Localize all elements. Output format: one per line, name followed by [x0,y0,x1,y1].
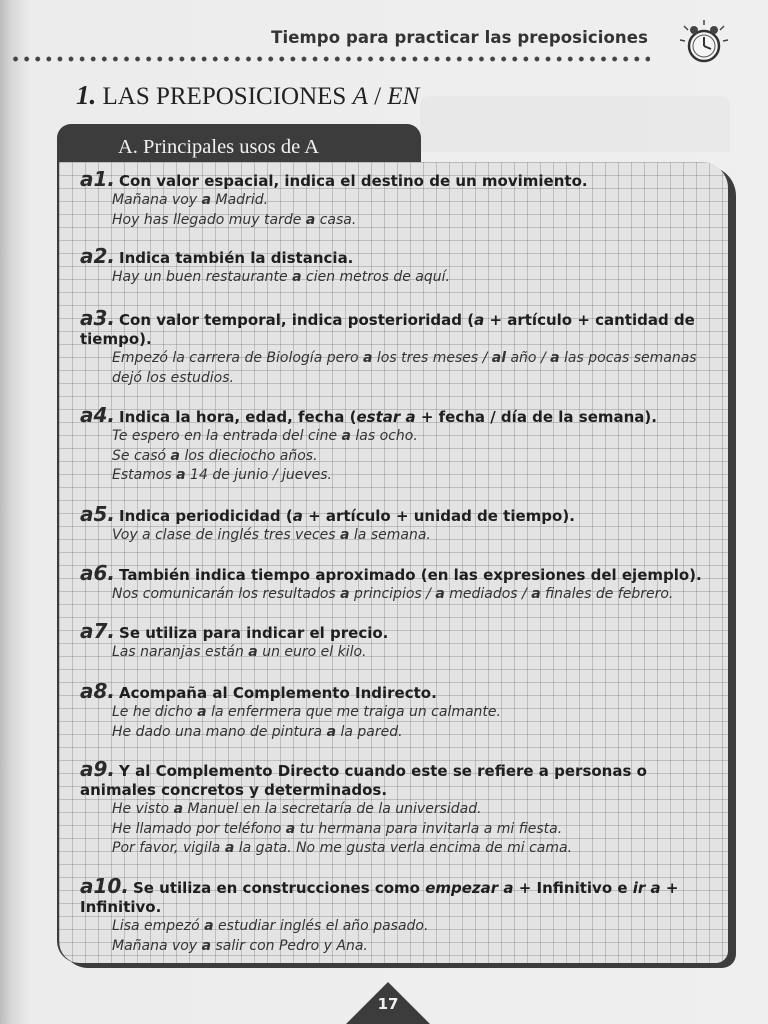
rule-heading-text: Indica también la distancia. [119,249,354,267]
rule-code: a3. [80,306,116,330]
example-text: estudiar inglés el año pasado. [213,918,429,934]
header-title: Tiempo para practicar las preposiciones [271,28,648,47]
rule-code: a1. [80,167,116,191]
rule-heading-text: + fecha / día de la semana). [415,408,657,426]
rule-heading-text: También indica tiempo aproximado (en las expresiones del ejemplo). [119,566,702,584]
rule-code: a5. [80,502,116,526]
example-sentence [80,839,715,859]
rule-a8 [80,679,715,742]
rule-code: a7. [80,619,116,643]
rule-heading-text: estar a [356,408,416,426]
example-sentence [80,526,715,546]
rule-a4 [80,403,715,486]
rule-a7 [80,619,715,663]
example-sentence [80,723,715,743]
highlighted-preposition: a [201,192,212,208]
rule-heading-text: + Infinitivo. [80,879,679,916]
highlighted-preposition: a [363,350,373,366]
example-text: la enfermera que me traiga un calmante. [206,704,501,720]
example-sentence [80,643,715,663]
example-text: salir con Pedro y Ana. [211,937,368,954]
example-text: Mañana voy [112,192,202,208]
highlighted-preposition: a [176,467,186,483]
highlighted-preposition: a [197,704,207,720]
example-text: los dieciocho años. [180,447,318,464]
dotted-divider [10,56,650,62]
rule-heading-text: + artículo + cantidad de tiempo). [80,311,695,348]
highlighted-preposition: a [292,269,302,285]
rule-heading [80,619,715,643]
rule-code: a6. [80,561,116,585]
rule-heading [80,403,715,427]
example-text: Las naranjas están [112,644,249,660]
example-text: Le he dicho [112,704,198,720]
rule-heading-text: Indica la hora, edad, fecha ( [119,408,357,426]
section-title: 1. LAS PREPOSICIONES A / EN [76,80,420,110]
rule-heading [80,757,715,800]
example-text: Manuel en la secretaría de la universidad. [183,801,482,817]
example-sentence [80,211,715,231]
rule-a2 [80,244,715,288]
rule-heading-text: Con valor espacial, indica el destino de un movimiento. [119,172,588,190]
highlighted-preposition: a [341,428,351,444]
rule-a3 [80,306,715,388]
example-sentence [80,349,715,388]
rule-heading-text: Se utiliza para indicar el precio. [119,624,389,642]
example-sentence [80,917,715,937]
example-text: año / [506,350,551,366]
example-text: las ocho. [350,428,418,444]
example-text: Voy a clase de inglés tres veces [112,527,341,543]
example-text: la semana. [349,527,431,543]
highlighted-preposition: a [550,350,560,366]
example-text: Nos comunicarán los resultados [112,586,341,602]
page-number: 17 [377,995,399,1013]
tab-label: A. Principales usos de A [118,136,319,158]
highlighted-preposition: a [340,586,350,602]
rule-code: a2. [80,244,116,268]
example-text: Mañana voy [112,937,202,954]
rule-heading-text: a [474,311,485,329]
example-sentence [80,447,715,467]
highlighted-preposition: a [305,211,316,228]
rule-heading-text: a [292,507,303,525]
rule-heading-text: ir a [632,879,661,897]
example-sentence [80,820,715,840]
example-sentence [80,800,715,820]
example-text: un euro el kilo. [257,644,367,660]
rule-heading-text: Acompaña al Complemento Indirecto. [119,684,437,702]
highlighted-preposition: a [170,447,180,464]
example-sentence [80,703,715,723]
highlighted-preposition: a [173,801,184,817]
rule-heading [80,561,715,585]
example-text: casa. [315,211,357,228]
example-text: He dado una mano de pintura [112,723,327,740]
example-sentence [80,937,715,957]
rule-heading-text: Con valor temporal, indica posterioridad ( [119,311,475,329]
example-text: Madrid. [211,192,269,208]
example-text: la gata. No me gusta verla encima de mi cama. [234,840,573,856]
rule-a10 [80,874,715,956]
example-text: Por favor, vigila [112,840,225,856]
background-ghost-tab [420,96,730,152]
example-sentence [80,585,715,605]
example-text: 14 de junio / jueves. [185,467,333,483]
rule-code: a10. [80,874,129,898]
rule-heading [80,167,715,191]
example-text: la pared. [336,723,403,740]
rule-code: a8. [80,679,116,703]
rule-code: a9. [80,757,116,781]
example-sentence [80,268,715,288]
rule-heading [80,244,715,268]
rule-heading-text: Se utiliza en construcciones como [132,879,426,897]
rule-heading-text: + Infinitivo e [513,879,633,897]
highlighted-preposition: a [224,840,235,856]
rule-a1 [80,167,715,230]
highlighted-preposition: a [204,918,214,934]
example-text: los tres meses / [372,350,492,366]
example-text: He visto [112,801,174,817]
example-sentence [80,466,715,486]
highlighted-preposition: a [285,820,296,837]
rule-heading [80,306,715,349]
example-sentence [80,427,715,447]
example-text: Hay un buen restaurante [112,269,293,285]
example-text: las pocas semanas dejó los estudios. [112,350,697,386]
example-text: He llamado por teléfono [112,820,286,837]
rule-a6 [80,561,715,605]
highlighted-preposition: a [531,586,541,602]
example-text: tu hermana para invitarla a mi fiesta. [295,820,563,837]
rule-heading [80,679,715,703]
example-text: Empezó la carrera de Biología pero [112,350,363,366]
page-header [0,22,768,82]
highlighted-preposition: al [491,350,507,366]
alarm-clock-icon [670,16,732,68]
example-text: Hoy has llegado muy tarde [112,211,306,228]
highlighted-preposition: a [326,723,337,740]
rule-heading-text: Y al Complemento Directo cuando este se refiere a personas o animales concretos y determinados. [80,762,647,799]
rule-a5 [80,502,715,546]
highlighted-preposition: a [248,644,258,660]
example-text: Lisa empezó [112,918,205,934]
example-text: cien metros de aquí. [301,269,450,285]
rule-heading-text: empezar a [425,879,514,897]
highlighted-preposition: a [340,527,350,543]
example-text: principios / [349,586,436,602]
rule-heading [80,502,715,526]
rule-a9 [80,757,715,859]
example-text: Estamos [112,467,177,483]
example-text: Se casó [112,447,171,464]
rule-code: a4. [80,403,116,427]
rule-heading-text: + artículo + unidad de tiempo). [302,507,575,525]
example-text: mediados / [444,586,532,602]
example-text: finales de febrero. [540,586,674,602]
example-text: Te espero en la entrada del cine [112,428,342,444]
example-sentence [80,191,715,211]
rule-heading [80,874,715,917]
highlighted-preposition: a [435,586,445,602]
highlighted-preposition: a [201,937,212,954]
rule-heading-text: Indica periodicidad ( [119,507,293,525]
